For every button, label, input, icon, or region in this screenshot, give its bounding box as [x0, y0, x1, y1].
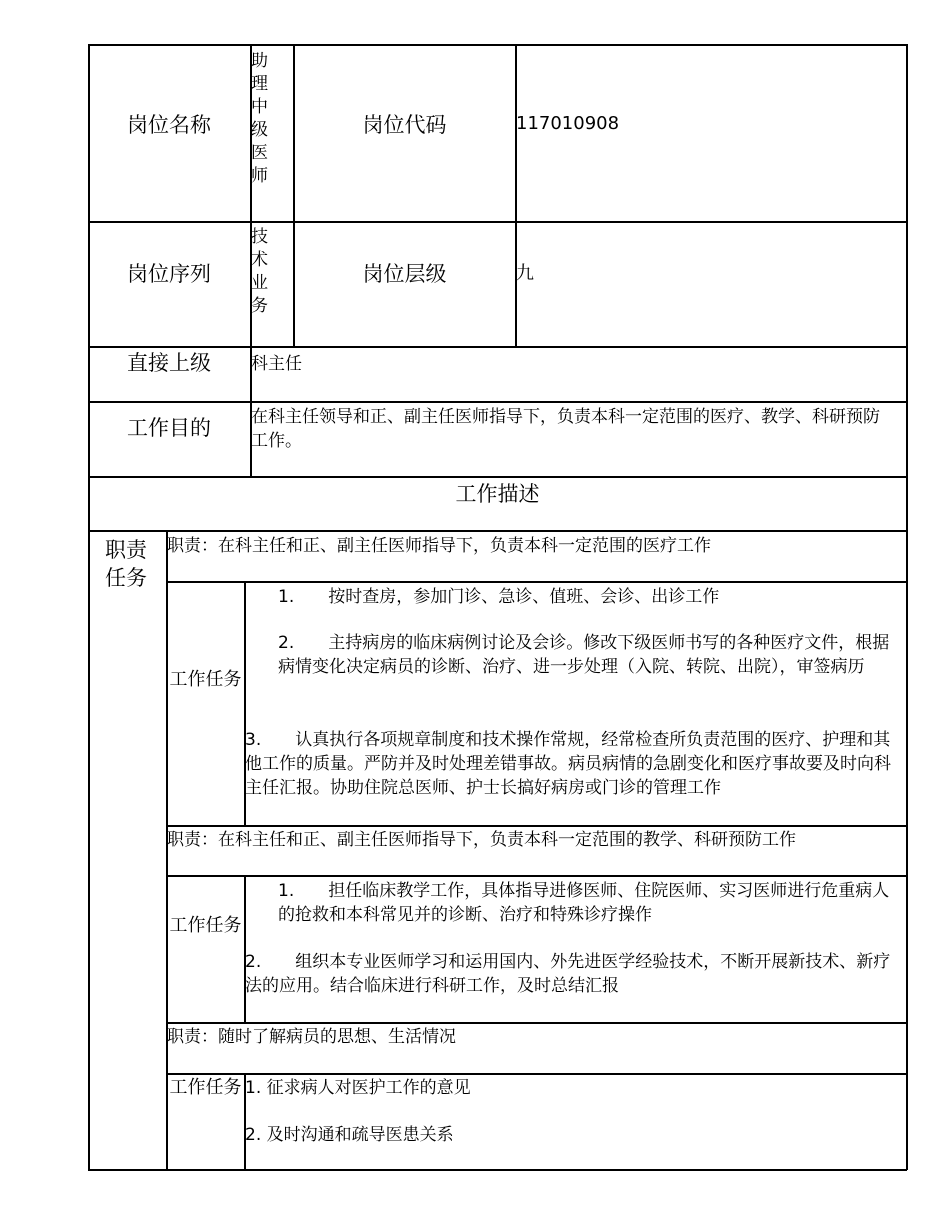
- duty-2-task-2: 2. 组织本专业医师学习和运用国内、外先进医学经验技术，不断开展新技术、新疗法的应用。结合临床进行科研工作，及时总结汇报: [245, 952, 891, 996]
- post-name-label: 岗位名称: [127, 113, 211, 137]
- duty-2-task-1: 1. 担任临床教学工作，具体指导进修医师、住院医师、实习医师进行危重病人的抢救和本科常见并的诊断、治疗和特殊诊疗操作: [278, 881, 890, 925]
- duty-1: 职责：在科主任和正、副主任医师指导下，负责本科一定范围的医疗工作: [167, 536, 711, 556]
- purpose-value: 在科主任领导和正、副主任医师指导下，负责本科一定范围的医疗、教学、科研预防工作。: [251, 407, 880, 451]
- post-code-value: 117010908: [516, 113, 620, 134]
- description-title: 工作描述: [455, 482, 540, 506]
- task-label-2: 工作任务: [169, 915, 242, 936]
- duty-3-task-2: 2. 及时沟通和疏导医患关系: [245, 1125, 454, 1145]
- duty-3-task-1: 1. 征求病人对医护工作的意见: [245, 1078, 471, 1098]
- task-label-1: 工作任务: [169, 669, 242, 690]
- duty-1-task-1: 1. 按时查房，参加门诊、急诊、值班、会诊、出诊工作: [278, 587, 720, 607]
- duty-2: 职责：在科主任和正、副主任医师指导下，负责本科一定范围的教学、科研预防工作: [167, 830, 796, 850]
- duties-label: 职责任务: [105, 538, 147, 590]
- superior-label: 直接上级: [127, 351, 211, 375]
- post-level-label: 岗位层级: [362, 262, 447, 286]
- duty-1-task-3: 3. 认真执行各项规章制度和技术操作常规，经常检查所负责范围的医疗、护理和其他工作的质量。严防并及时处理差错事故。病员病情的急剧变化和医疗事故要及时向科主任汇报。协助住院总医师、护士长搞好病房或门诊的管理工作: [245, 730, 891, 798]
- post-series-value: 技术业务: [251, 227, 268, 316]
- post-code-label: 岗位代码: [362, 113, 447, 137]
- post-level-value: 九: [516, 263, 534, 284]
- superior-value: 科主任: [251, 354, 302, 374]
- duty-1-task-2: 2. 主持病房的临床病例讨论及会诊。修改下级医师书写的各种医疗文件，根据病情变化决定病员的诊断、治疗、进一步处理（入院、转院、出院），审签病历: [278, 633, 890, 677]
- post-name-value: 助理中级医师: [251, 51, 268, 186]
- post-series-label: 岗位序列: [127, 262, 211, 286]
- task-label-3: 工作任务: [169, 1077, 242, 1098]
- purpose-label: 工作目的: [127, 416, 211, 440]
- duty-3: 职责：随时了解病员的思想、生活情况: [167, 1027, 456, 1047]
